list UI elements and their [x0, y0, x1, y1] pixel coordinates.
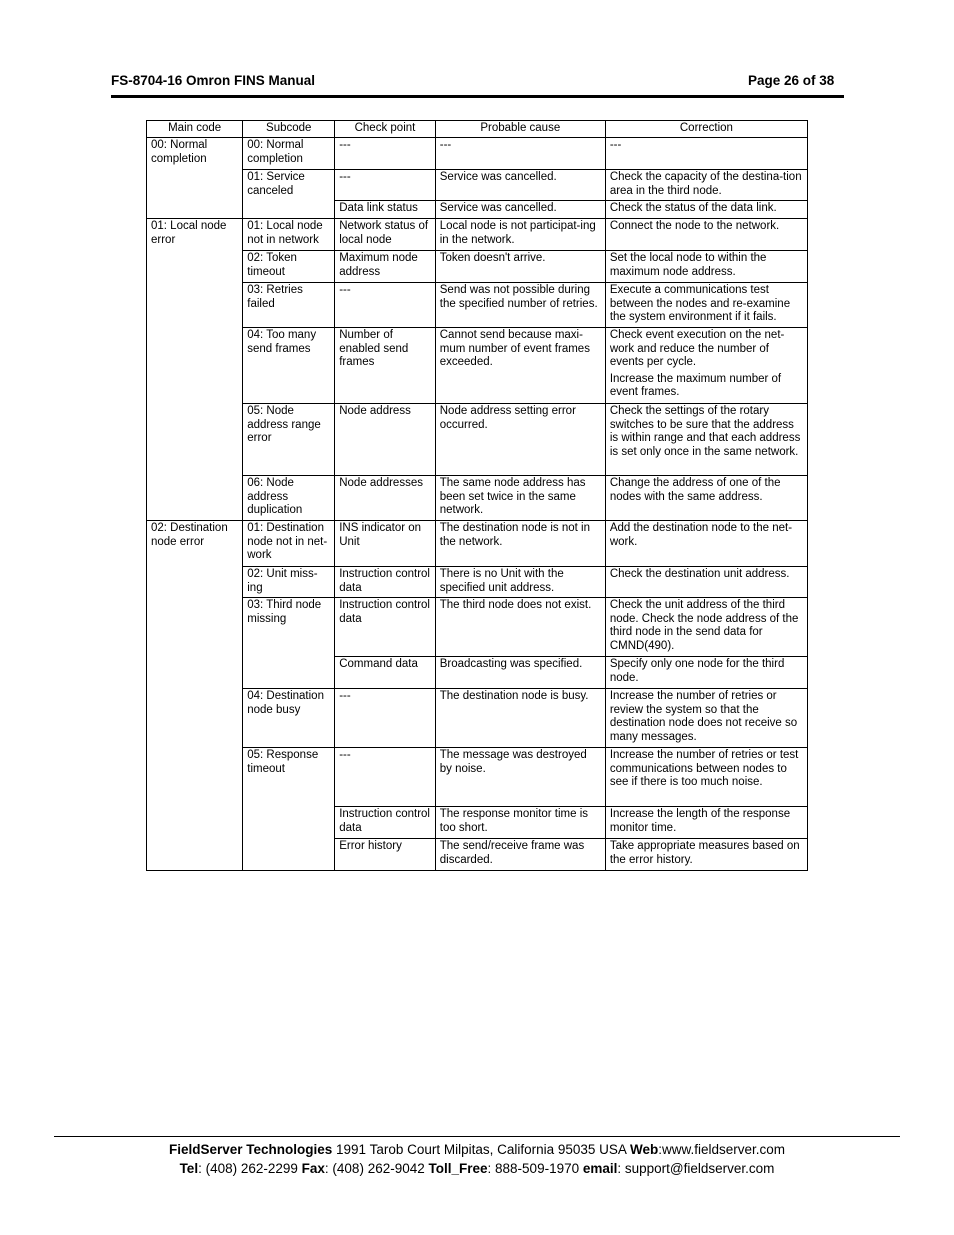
- table-row: [147, 521, 808, 567]
- probable-cause-cell: The message was destroyed by noise.: [435, 748, 605, 807]
- correction-cell: Take appropriate measures based on the error history.: [605, 839, 807, 871]
- probable-cause-cell: The send/receive frame was discarded.: [435, 839, 605, 871]
- manual-title: FS-8704-16 Omron FINS Manual: [111, 73, 316, 88]
- subcode-cell: 04: Too many send frames: [243, 328, 335, 372]
- table-row: [147, 283, 808, 328]
- probable-cause-cell: There is no Unit with the specified unit address.: [435, 567, 605, 598]
- table-row: [147, 372, 808, 404]
- probable-cause-cell: Cannot send because maxi-mum number of event frames exceeded.: [435, 328, 605, 372]
- footer-contact-line: [54, 1161, 900, 1176]
- check-point-cell: ---: [335, 138, 436, 170]
- correction-cell: ---: [605, 138, 807, 170]
- table-row: [147, 657, 808, 689]
- header-probable-cause: Probable cause: [435, 121, 605, 138]
- check-point-cell: Data link status: [335, 201, 436, 219]
- header-rule: [111, 95, 844, 98]
- check-point-cell: INS indicator on Unit: [335, 521, 436, 567]
- probable-cause-cell: Local node is not participat-ing in the network.: [435, 219, 605, 251]
- subcode-cell: [243, 372, 335, 404]
- table-row: [147, 138, 808, 170]
- check-point-cell: Number of enabled send frames: [335, 328, 436, 372]
- main-code-cell: [147, 657, 243, 689]
- probable-cause-cell: Service was cancelled.: [435, 201, 605, 219]
- correction-cell: Change the address of one of the nodes with the same address.: [605, 476, 807, 521]
- table-row: [147, 748, 808, 807]
- subcode-cell: 03: Retries failed: [243, 283, 335, 328]
- correction-cell: Increase the maximum number of event frames.: [605, 372, 807, 404]
- probable-cause-cell: Token doesn't arrive.: [435, 251, 605, 283]
- correction-cell: Increase the number of retries or review the system so that the destination node does not receive so many messages.: [605, 689, 807, 748]
- header-subcode: Subcode: [243, 121, 335, 138]
- correction-cell: Check the unit address of the third node. Check the node address of the third node in the send data for CMND(490).: [605, 598, 807, 657]
- main-code-cell: 02: Destination node error: [147, 521, 243, 567]
- subcode-cell: 01: Destination node not in net-work: [243, 521, 335, 567]
- correction-cell: Execute a communications test between the nodes and re-examine the system environment if it fails.: [605, 283, 807, 328]
- check-point-cell: Instruction control data: [335, 567, 436, 598]
- main-code-cell: [147, 251, 243, 283]
- correction-cell: Check the status of the data link.: [605, 201, 807, 219]
- table-row: [147, 689, 808, 748]
- probable-cause-cell: [435, 372, 605, 404]
- correction-cell: Check the settings of the rotary switches to be sure that the address is within range and that each address is set only once in the same network.: [605, 404, 807, 476]
- subcode-cell: 01: Local node not in network: [243, 219, 335, 251]
- check-point-cell: Instruction control data: [335, 598, 436, 657]
- main-code-cell: [147, 567, 243, 598]
- probable-cause-cell: ---: [435, 138, 605, 170]
- table-row: [147, 476, 808, 521]
- check-point-cell: ---: [335, 170, 436, 201]
- table-header-row: [147, 121, 808, 138]
- main-code-cell: [147, 689, 243, 748]
- header-correction: Correction: [605, 121, 807, 138]
- subcode-cell: 03: Third node missing: [243, 598, 335, 657]
- table-row: [147, 404, 808, 476]
- header-main-code: Main code: [147, 121, 243, 138]
- check-point-cell: Node address: [335, 404, 436, 476]
- correction-cell: Specify only one node for the third node.: [605, 657, 807, 689]
- probable-cause-cell: The response monitor time is too short.: [435, 807, 605, 839]
- footer-toll-label: Toll_Free: [428, 1161, 488, 1176]
- probable-cause-cell: Service was cancelled.: [435, 170, 605, 201]
- subcode-cell: [243, 201, 335, 219]
- subcode-cell: [243, 807, 335, 839]
- footer-rule: [54, 1136, 900, 1137]
- page-number: Page 26 of 38: [748, 73, 835, 88]
- probable-cause-cell: Node address setting error occurred.: [435, 404, 605, 476]
- main-code-cell: [147, 201, 243, 219]
- footer-fax: : (408) 262-9042: [324, 1161, 429, 1176]
- footer-address: 1991 Tarob Court Milpitas, California 95035 USA: [332, 1142, 630, 1157]
- footer-email-link[interactable]: : support@fieldserver.com: [617, 1161, 775, 1176]
- subcode-cell: [243, 657, 335, 689]
- table-row: [147, 839, 808, 871]
- check-point-cell: Error history: [335, 839, 436, 871]
- check-point-cell: Command data: [335, 657, 436, 689]
- table-row: [147, 219, 808, 251]
- footer-toll: : 888-509-1970: [487, 1161, 583, 1176]
- footer-tel: : (408) 262-2299: [198, 1161, 302, 1176]
- footer-address-line: [54, 1142, 900, 1157]
- subcode-cell: 02: Token timeout: [243, 251, 335, 283]
- probable-cause-cell: The destination node is not in the network.: [435, 521, 605, 567]
- subcode-cell: 04: Destination node busy: [243, 689, 335, 748]
- correction-cell: Add the destination node to the net-work.: [605, 521, 807, 567]
- footer-fax-label: Fax: [301, 1161, 325, 1176]
- main-code-cell: [147, 598, 243, 657]
- subcode-cell: 00: Normal completion: [243, 138, 335, 170]
- table-row: [147, 567, 808, 598]
- main-code-cell: [147, 372, 243, 404]
- header-check-point: Check point: [335, 121, 436, 138]
- subcode-cell: 05: Node address range error: [243, 404, 335, 476]
- probable-cause-cell: Send was not possible during the specified number of retries.: [435, 283, 605, 328]
- main-code-cell: [147, 170, 243, 201]
- table-row: [147, 251, 808, 283]
- main-code-cell: [147, 748, 243, 807]
- main-code-cell: [147, 328, 243, 372]
- subcode-cell: 06: Node address duplication: [243, 476, 335, 521]
- check-point-cell: ---: [335, 689, 436, 748]
- main-code-cell: [147, 807, 243, 839]
- main-code-cell: [147, 839, 243, 871]
- correction-cell: Check the capacity of the destina-tion area in the third node.: [605, 170, 807, 201]
- main-code-cell: [147, 404, 243, 476]
- main-code-cell: [147, 476, 243, 521]
- check-point-cell: ---: [335, 748, 436, 807]
- subcode-cell: 02: Unit miss-ing: [243, 567, 335, 598]
- check-point-cell: ---: [335, 283, 436, 328]
- check-point-cell: Instruction control data: [335, 807, 436, 839]
- table-row: [147, 598, 808, 657]
- footer-email-label: email: [582, 1161, 618, 1176]
- check-point-cell: Maximum node address: [335, 251, 436, 283]
- correction-cell: Check the destination unit address.: [605, 567, 807, 598]
- table-row: [147, 328, 808, 372]
- subcode-cell: 05: Response timeout: [243, 748, 335, 807]
- footer-company: FieldServer Technologies: [168, 1142, 333, 1157]
- subcode-cell: 01: Service canceled: [243, 170, 335, 201]
- correction-cell: Check event execution on the net-work and reduce the number of events per cycle.: [605, 328, 807, 372]
- main-code-cell: 01: Local node error: [147, 219, 243, 251]
- probable-cause-cell: The destination node is busy.: [435, 689, 605, 748]
- probable-cause-cell: Broadcasting was specified.: [435, 657, 605, 689]
- check-point-cell: Network status of local node: [335, 219, 436, 251]
- table-row: [147, 807, 808, 839]
- footer-web-label: Web: [629, 1142, 659, 1157]
- main-code-cell: 00: Normal completion: [147, 138, 243, 170]
- table-row: [147, 201, 808, 219]
- subcode-cell: [243, 839, 335, 871]
- correction-cell: Increase the number of retries or test communications between nodes to see if there is too much noise.: [605, 748, 807, 807]
- probable-cause-cell: The same node address has been set twice in the same network.: [435, 476, 605, 521]
- correction-cell: Increase the length of the response monitor time.: [605, 807, 807, 839]
- table-row: [147, 170, 808, 201]
- footer-web-link[interactable]: :www.fieldserver.com: [658, 1142, 786, 1157]
- check-point-cell: [335, 372, 436, 404]
- probable-cause-cell: The third node does not exist.: [435, 598, 605, 657]
- correction-cell: Connect the node to the network.: [605, 219, 807, 251]
- footer-tel-label: Tel: [179, 1161, 199, 1176]
- main-code-cell: [147, 283, 243, 328]
- correction-cell: Set the local node to within the maximum node address.: [605, 251, 807, 283]
- check-point-cell: Node addresses: [335, 476, 436, 521]
- fins-error-code-table: [146, 120, 808, 871]
